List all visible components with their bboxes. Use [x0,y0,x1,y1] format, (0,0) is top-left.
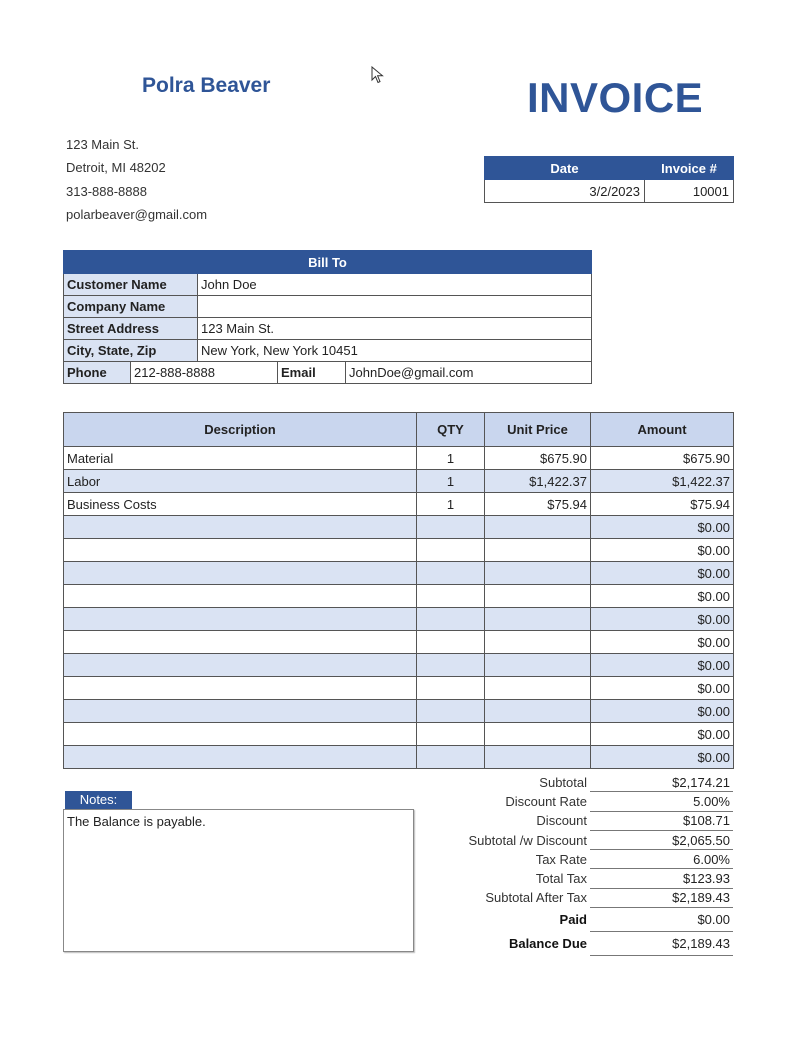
totals-row [420,811,733,830]
company-phone: 313-888-8888 [66,184,147,199]
table-row [64,447,734,470]
totals-label: Total Tax [535,871,587,887]
bill-to-header: Bill To [64,251,592,274]
company-name-field[interactable] [198,296,592,318]
item-amount-cell[interactable]: $0.00 [591,585,734,608]
item-unit-price-cell[interactable] [485,677,591,700]
item-qty-cell[interactable]: 1 [417,470,485,493]
item-qty-cell[interactable]: 1 [417,447,485,470]
totals-row [420,869,733,888]
totals-row [420,850,733,869]
item-description-cell[interactable] [64,608,417,631]
email-field[interactable]: JohnDoe@gmail.com [346,362,592,384]
table-row [64,470,734,493]
table-row [64,585,734,608]
email-label: Email [278,362,346,384]
totals-label: Discount [536,813,587,829]
item-amount-cell[interactable]: $1,422.37 [591,470,734,493]
invoice-title: INVOICE [527,74,704,121]
item-description-cell[interactable]: Business Costs [64,493,417,516]
item-amount-cell[interactable]: $0.00 [591,516,734,539]
item-unit-price-cell[interactable] [485,585,591,608]
table-row [64,677,734,700]
totals-row [420,908,733,932]
item-description-cell[interactable] [64,539,417,562]
item-qty-cell[interactable] [417,677,485,700]
invoice-number-header: Invoice # [645,157,734,180]
phone-label: Phone [64,362,131,384]
item-qty-cell[interactable] [417,539,485,562]
item-unit-price-cell[interactable] [485,654,591,677]
totals-value[interactable]: $2,065.50 [590,830,733,849]
totals-row [420,792,733,811]
notes-text: The Balance is payable. [67,814,206,829]
phone-field[interactable]: 212-888-8888 [131,362,278,384]
totals-value[interactable]: $0.00 [590,908,733,932]
item-unit-price-cell[interactable] [485,631,591,654]
item-description-cell[interactable] [64,746,417,769]
item-amount-cell[interactable]: $0.00 [591,631,734,654]
totals-value[interactable]: $108.71 [590,811,733,830]
item-unit-price-cell[interactable]: $75.94 [485,493,591,516]
item-description-cell[interactable] [64,516,417,539]
item-qty-cell[interactable] [417,700,485,723]
totals-label: Subtotal After Tax [485,890,587,906]
item-description-cell[interactable] [64,631,417,654]
street-address-field[interactable]: 123 Main St. [198,318,592,340]
table-row [64,631,734,654]
item-qty-cell[interactable] [417,608,485,631]
item-unit-price-cell[interactable] [485,723,591,746]
date-header: Date [485,157,645,180]
table-row [64,608,734,631]
street-address-label: Street Address [64,318,198,340]
customer-name-field[interactable]: John Doe [198,274,592,296]
invoice-date[interactable]: 3/2/2023 [485,180,645,203]
item-amount-cell[interactable]: $0.00 [591,677,734,700]
item-unit-price-cell[interactable] [485,539,591,562]
company-email: polarbeaver@gmail.com [66,207,208,222]
item-qty-cell[interactable] [417,654,485,677]
table-row [64,700,734,723]
totals-value[interactable]: $2,174.21 [590,773,733,792]
item-description-cell[interactable] [64,700,417,723]
item-description-cell[interactable] [64,585,417,608]
table-row [64,723,734,746]
notes-box[interactable] [63,809,414,952]
table-row [64,493,734,516]
qty-header: QTY [417,413,485,447]
item-qty-cell[interactable] [417,585,485,608]
item-amount-cell[interactable]: $675.90 [591,447,734,470]
item-amount-cell[interactable]: $0.00 [591,723,734,746]
invoice-number[interactable]: 10001 [645,180,734,203]
totals-label: Subtotal /w Discount [468,832,587,848]
item-amount-cell[interactable]: $0.00 [591,608,734,631]
customer-name-label: Customer Name [64,274,198,296]
item-amount-cell[interactable]: $0.00 [591,746,734,769]
table-row [64,539,734,562]
item-amount-cell[interactable]: $0.00 [591,539,734,562]
totals-value[interactable]: 5.00% [590,792,733,811]
item-description-cell[interactable] [64,562,417,585]
notes-label: Notes: [65,791,132,809]
totals-row [420,830,733,849]
totals-label: Discount Rate [505,793,587,809]
invoice-meta-table [484,156,734,203]
item-amount-cell[interactable]: $75.94 [591,493,734,516]
totals-value[interactable]: 6.00% [590,850,733,869]
unit-price-header: Unit Price [485,413,591,447]
table-row [64,746,734,769]
totals-label: Subtotal [539,774,587,790]
item-description-cell[interactable] [64,723,417,746]
description-header: Description [64,413,417,447]
item-amount-cell[interactable]: $0.00 [591,562,734,585]
item-description-cell[interactable]: Material [64,447,417,470]
item-qty-cell[interactable] [417,723,485,746]
item-unit-price-cell[interactable] [485,516,591,539]
bill-to-table [63,250,592,384]
totals-value[interactable]: $2,189.43 [590,888,733,907]
item-unit-price-cell[interactable]: $675.90 [485,447,591,470]
amount-header: Amount [591,413,734,447]
table-row [64,654,734,677]
item-description-cell[interactable] [64,677,417,700]
company-address-line1: 123 Main St. [66,137,139,152]
item-unit-price-cell[interactable] [485,562,591,585]
totals-label: Paid [559,912,587,928]
company-name-label: Company Name [64,296,198,318]
item-description-cell[interactable]: Labor [64,470,417,493]
item-qty-cell[interactable]: 1 [417,493,485,516]
totals-table [420,773,733,956]
item-qty-cell[interactable] [417,516,485,539]
totals-label: Tax Rate [535,851,587,867]
company-address-line2: Detroit, MI 48202 [66,160,166,175]
totals-row [420,932,733,956]
item-amount-cell[interactable]: $0.00 [591,700,734,723]
item-unit-price-cell[interactable]: $1,422.37 [485,470,591,493]
table-row [64,562,734,585]
totals-label: Balance Due [508,936,587,952]
item-qty-cell[interactable] [417,562,485,585]
item-description-cell[interactable] [64,654,417,677]
item-qty-cell[interactable] [417,746,485,769]
item-amount-cell[interactable]: $0.00 [591,654,734,677]
item-unit-price-cell[interactable] [485,746,591,769]
item-unit-price-cell[interactable] [485,608,591,631]
totals-row [420,888,733,907]
mouse-pointer-icon [371,66,385,84]
totals-row [420,773,733,792]
totals-value[interactable]: $123.93 [590,869,733,888]
item-qty-cell[interactable] [417,631,485,654]
city-state-zip-label: City, State, Zip [64,340,198,362]
city-state-zip-field[interactable]: New York, New York 10451 [198,340,592,362]
totals-value[interactable]: $2,189.43 [590,932,733,956]
company-name: Polra Beaver [142,74,271,97]
line-items-table [63,412,734,769]
table-row [64,516,734,539]
item-unit-price-cell[interactable] [485,700,591,723]
